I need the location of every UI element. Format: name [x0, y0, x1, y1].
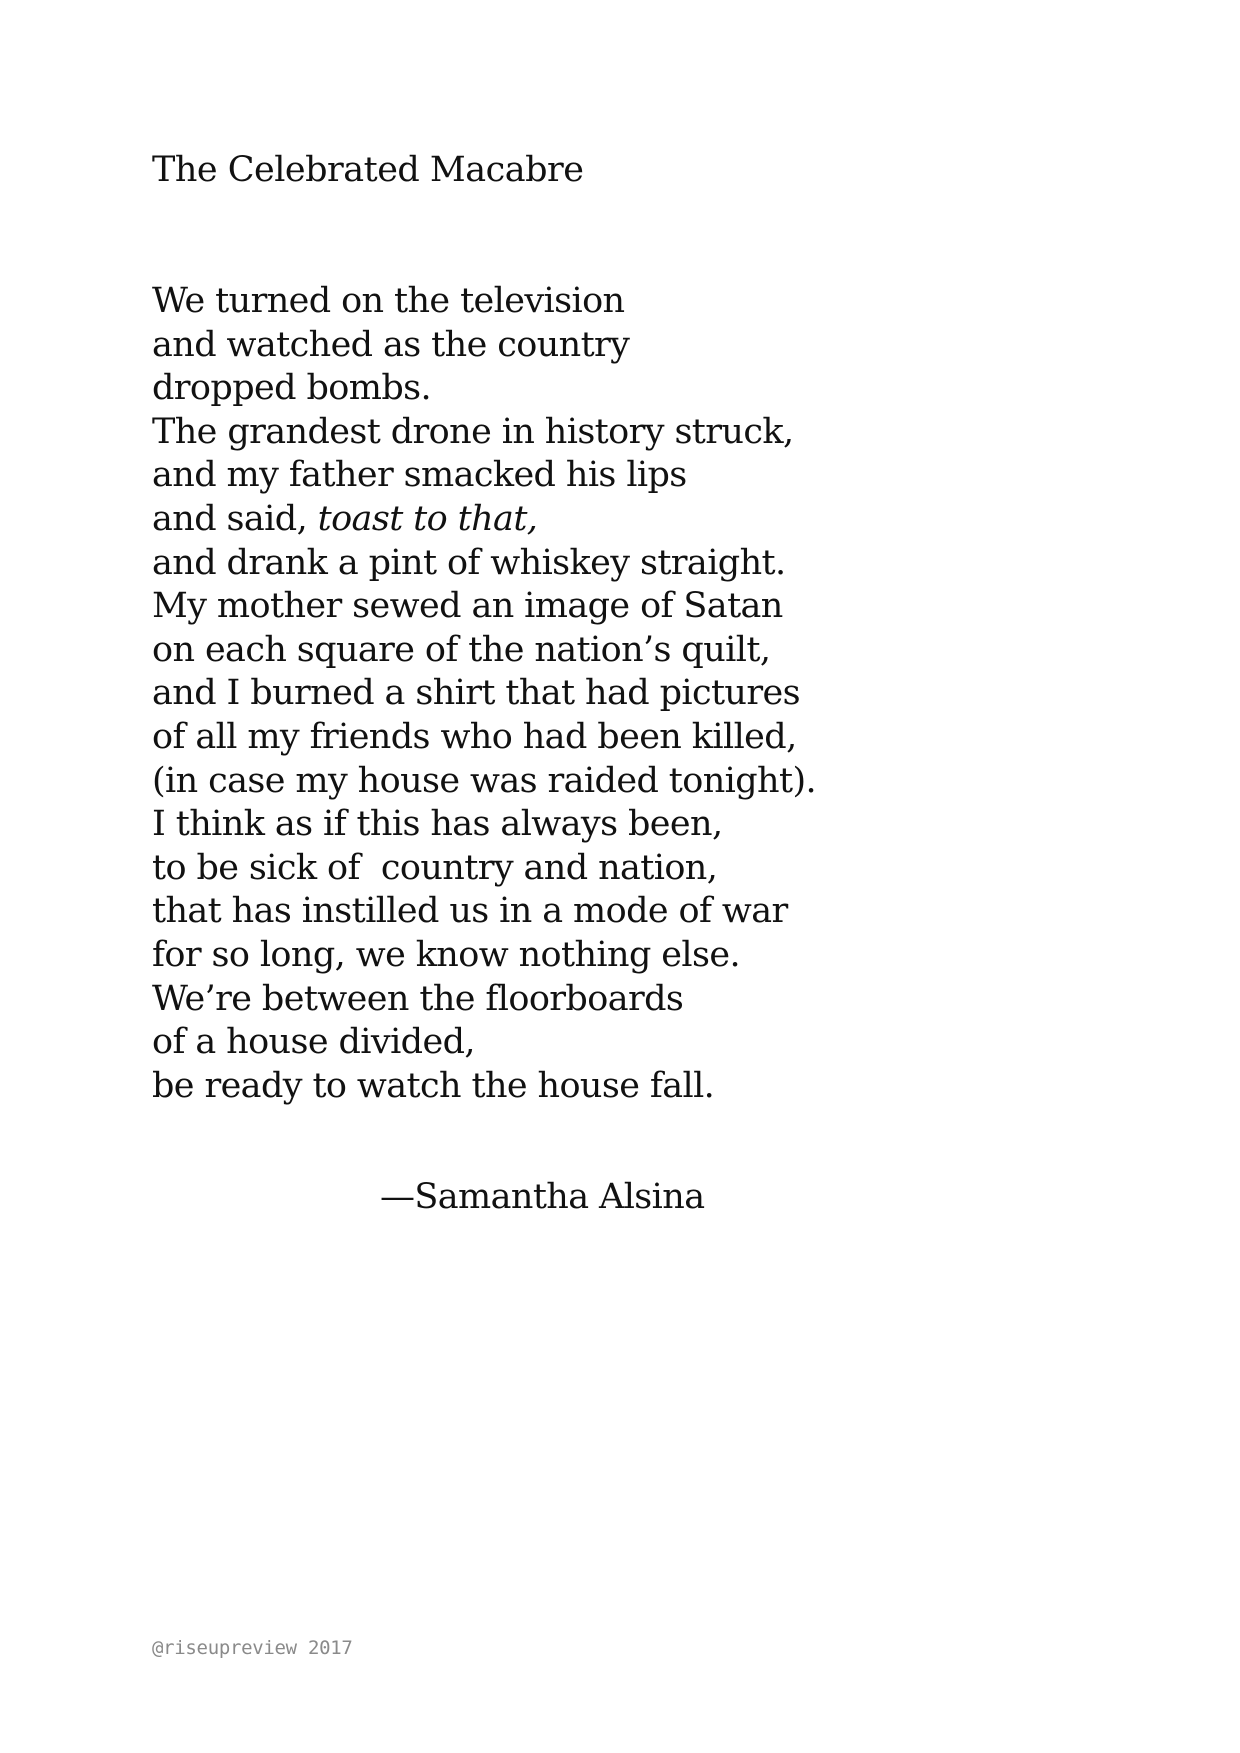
poem-line: and my father smacked his lips — [152, 455, 687, 496]
poem-line: for so long, we know nothing else. — [152, 934, 740, 975]
poem-line: be ready to watch the house fall. — [152, 1065, 715, 1106]
poem-title: The Celebrated Macabre — [152, 150, 584, 190]
poem-line: on each square of the nation’s quilt, — [152, 629, 771, 670]
poem-line: We turned on the television — [152, 281, 625, 321]
poem-line: I think as if this has always been, — [152, 804, 723, 845]
copyright-footer: @riseupreview 2017 — [152, 1637, 353, 1659]
poem-line: dropped bombs. — [152, 368, 432, 409]
poem-line: that has instilled us in a mode of war — [152, 891, 788, 932]
poem-line: My mother sewed an image of Satan — [152, 586, 783, 627]
poem-line: of a house divided, — [152, 1022, 475, 1063]
poem-line: and drank a pint of whiskey straight. — [152, 542, 786, 583]
poem-line: and watched as the country — [152, 324, 630, 365]
poem-line: to be sick of country and nation, — [152, 847, 718, 888]
poem-line: We’re between the floorboards — [152, 978, 684, 1019]
author-signature: —Samantha Alsina — [380, 1177, 705, 1217]
poem-line: (in case my house was raided tonight). — [152, 760, 817, 801]
poem-body — [152, 280, 816, 1108]
poem-line: and I burned a shirt that had pictures — [152, 673, 800, 714]
poem-line: of all my friends who had been killed, — [152, 716, 797, 757]
poem-line — [152, 498, 816, 542]
poem-line: The grandest drone in history struck, — [152, 411, 794, 452]
poem-line-text: and said, — [152, 498, 318, 539]
italic-phrase: toast to that, — [317, 498, 538, 539]
